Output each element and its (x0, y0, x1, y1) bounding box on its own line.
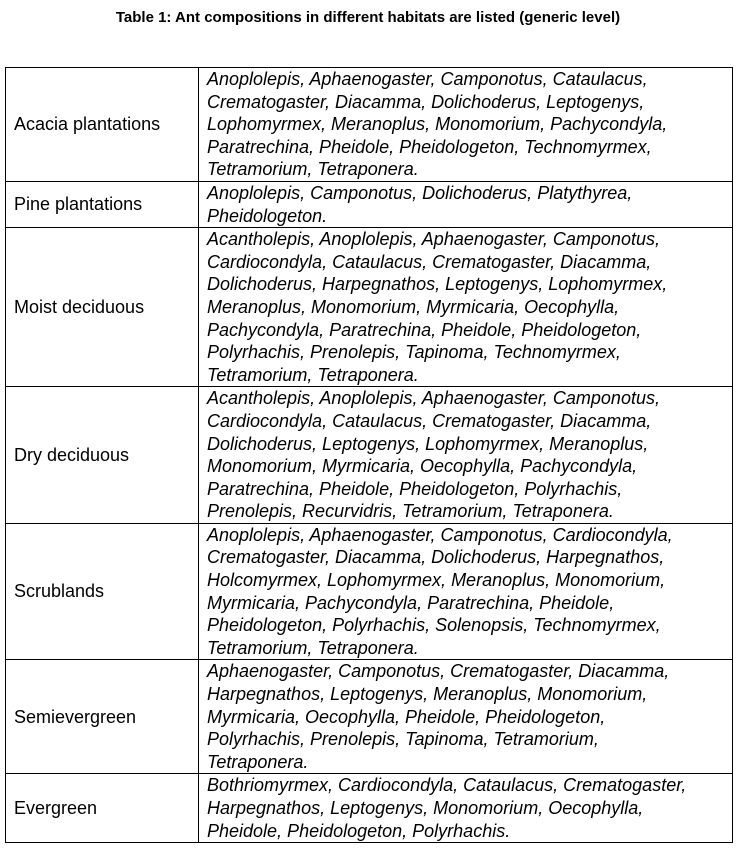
genera-cell (199, 181, 733, 227)
genera-line: Monomorium, Myrmicaria, Oecophylla, Pachycondyla, (207, 456, 638, 477)
habitat-cell: Evergreen (6, 774, 199, 843)
genera-line: Myrmicaria, Pachycondyla, Paratrechina, Pheidole, (207, 592, 615, 613)
genera-line: Polyrhachis, Prenolepis, Tapinoma, Tetramorium, (207, 729, 599, 750)
genera-line: Anoplolepis, Aphaenogaster, Camponotus, Cardiocondyla, (207, 524, 673, 545)
genera-line: Acantholepis, Anoplolepis, Aphaenogaster, Camponotus, (207, 229, 660, 250)
table-row (6, 181, 733, 227)
table-caption: Table 1: Ant compositions in different habitats are listed (generic level) (115, 9, 621, 26)
table-row (6, 523, 733, 660)
genera-cell (199, 660, 733, 774)
genera-cell (199, 523, 733, 660)
genera-line: Pheidologeton. (207, 205, 328, 226)
table-row (6, 660, 733, 774)
genera-line: Crematogaster, Diacamma, Dolichoderus, Leptogenys, (207, 91, 645, 112)
table-row (6, 774, 733, 843)
genera-line: Pheidologeton, Polyrhachis, Solenopsis, Technomyrmex, (207, 615, 661, 636)
habitat-cell: Scrublands (6, 523, 199, 660)
genera-cell (199, 228, 733, 387)
genera-line: Prenolepis, Recurvidris, Tetramorium, Tetraponera. (207, 501, 614, 522)
genera-line: Crematogaster, Diacamma, Dolichoderus, Harpegnathos, (207, 547, 665, 568)
genera-line: Tetramorium, Tetraponera. (207, 637, 419, 658)
habitat-cell: Moist deciduous (6, 228, 199, 387)
genera-line: Harpegnathos, Leptogenys, Monomorium, Oecophylla, (207, 798, 644, 818)
genera-line: Tetramorium, Tetraponera. (207, 364, 419, 385)
genera-line: Tetraponera. (207, 751, 309, 772)
genera-line: Meranoplus, Monomorium, Myrmicaria, Oecophylla, (207, 296, 620, 317)
genera-cell (199, 68, 733, 182)
genera-line: Paratrechina, Pheidole, Pheidologeton, Technomyrmex, (207, 136, 652, 157)
genera-line: Paratrechina, Pheidole, Pheidologeton, Polyrhachis, (207, 478, 623, 499)
genera-line: Dolichoderus, Harpegnathos, Leptogenys, Lophomyrmex, (207, 274, 668, 295)
genera-line: Anoplolepis, Aphaenogaster, Camponotus, Cataulacus, (207, 69, 648, 89)
genera-line: Acantholepis, Anoplolepis, Aphaenogaster, Camponotus, (207, 388, 660, 409)
habitat-cell: Acacia plantations (6, 68, 199, 182)
genera-line: Pheidole, Pheidologeton, Polyrhachis. (207, 820, 511, 841)
genera-line: Pachycondyla, Paratrechina, Pheidole, Pheidologeton, (207, 319, 642, 340)
table-row (6, 68, 733, 182)
genera-line: Aphaenogaster, Camponotus, Crematogaster, Diacamma, (207, 661, 670, 682)
genera-line: Holcomyrmex, Lophomyrmex, Meranoplus, Monomorium, (207, 570, 666, 591)
ant-composition-table (5, 67, 733, 843)
genera-line: Cardiocondyla, Cataulacus, Crematogaster, Diacamma, (207, 251, 652, 272)
table-body (6, 68, 733, 843)
genera-cell (199, 774, 733, 843)
table-row (6, 228, 733, 387)
table-row (6, 387, 733, 524)
genera-line: Bothriomyrmex, Cardiocondyla, Cataulacus, Crematogaster, (207, 775, 687, 796)
habitat-cell: Semievergreen (6, 660, 199, 774)
genera-line: Lophomyrmex, Meranoplus, Monomorium, Pachycondyla, (207, 114, 668, 135)
genera-line: Dolichoderus, Leptogenys, Lophomyrmex, Meranoplus, (207, 433, 649, 454)
habitat-cell: Pine plantations (6, 181, 199, 227)
genera-line: Harpegnathos, Leptogenys, Meranoplus, Monomorium, (207, 684, 648, 705)
habitat-cell: Dry deciduous (6, 387, 199, 524)
genera-line: Tetramorium, Tetraponera. (207, 159, 419, 180)
genera-line: Cardiocondyla, Cataulacus, Crematogaster, Diacamma, (207, 410, 652, 431)
genera-line: Polyrhachis, Prenolepis, Tapinoma, Technomyrmex, (207, 342, 621, 363)
genera-line: Anoplolepis, Camponotus, Dolichoderus, Platythyrea, (207, 182, 633, 203)
genera-line: Myrmicaria, Oecophylla, Pheidole, Pheidologeton, (207, 706, 606, 727)
genera-cell (199, 387, 733, 524)
